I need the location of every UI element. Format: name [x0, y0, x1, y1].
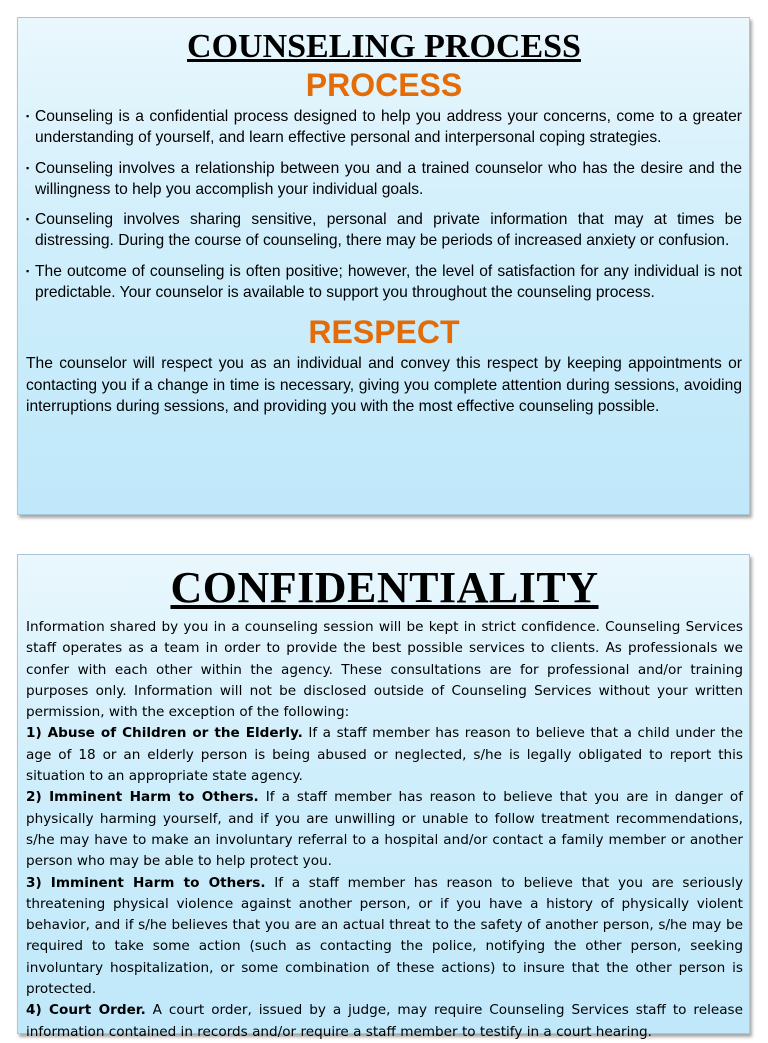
- exception-label: 4) Court Order.: [26, 1002, 146, 1019]
- list-item: ▪ Counseling involves sharing sensitive, personal and private information that may at times be distressing. During the course of counseling, there may be periods of increased anxiety or confusion.: [26, 211, 742, 250]
- exception-item: [26, 1000, 743, 1043]
- confidentiality-slide: [17, 554, 750, 1040]
- exception-item: [26, 873, 743, 1001]
- list-item: ▪ The outcome of counseling is often positive; however, the level of satisfaction for any individual is not predictable. Your counselor is available to support you throughout the counseling process.: [26, 262, 742, 302]
- confidentiality-body: [26, 617, 743, 1043]
- process-bullet-list: [26, 106, 742, 303]
- exception-label: 2) Imminent Harm to Others.: [26, 789, 259, 806]
- exception-text: A court order, issued by a judge, may require Counseling Services staff to release information contained in records and/or require a staff member to testify in a court hearing.: [26, 1002, 743, 1040]
- exception-label: 3) Imminent Harm to Others.: [26, 874, 266, 891]
- list-item: ▪ Counseling is a confidential process designed to help you address your concerns, come to a greater understanding of yourself, and learn effective personal and interpersonal coping strategies.: [26, 108, 742, 147]
- bullet-icon: ▪: [26, 111, 30, 121]
- page-title: COUNSELING PROCESS: [187, 28, 581, 65]
- respect-heading: RESPECT: [308, 314, 460, 351]
- exception-label: 1) Abuse of Children or the Elderly.: [26, 725, 303, 742]
- process-heading: PROCESS: [305, 67, 463, 103]
- exception-item: [26, 723, 743, 787]
- confidentiality-title: CONFIDENTIALITY: [170, 563, 599, 612]
- exception-text: If a staff member has reason to believe that you are in danger of physically harming yourself, and if you are unwilling or unable to follow treatment recommendations, s/he may have to make an involuntary referral to a hospital and/or contact a family member or another person who may be able to help protect you.: [26, 789, 743, 870]
- exception-text: If a staff member has reason to believe that a child under the age of 18 or an elderly person is being abused or neglected, s/he is legally obligated to report this situation to an appropriate state agency.: [26, 725, 743, 785]
- list-item: ▪ Counseling involves a relationship between you and a trained counselor who has the desire and the willingness to help you accomplish your individual goals.: [26, 159, 742, 198]
- bullet-icon: ▪: [26, 162, 30, 173]
- counseling-process-slide: [17, 17, 750, 515]
- intro-paragraph: Information shared by you in a counseling session will be kept in strict confidence. Counseling Services staff operates as a team in order to provide the best possible services to clients. As professionals we confer with each other within the agency. These consultations are for professional and/or training purposes only. Information will not be disclosed outside of Counseling Services without your written permission, with the exception of the following:: [26, 619, 743, 721]
- exception-item: [26, 787, 743, 872]
- respect-paragraph: The counselor will respect you as an individual and convey this respect by keeping appointments or contacting you if a change in time is necessary, giving you complete attention during sessions, avoiding interruptions during sessions, and providing you with the most effective counseling possible.: [26, 355, 742, 415]
- bullet-icon: ▪: [26, 265, 30, 276]
- bullet-icon: ▪: [26, 214, 30, 225]
- exception-text: If a staff member has reason to believe that you are seriously threatening physical violence against another person, or if you have a history of physically violent behavior, and if s/he believes that you are an actual threat to the safety of another person, s/he may be required to take some action (such as contacting the police, notifying the other person, seeking involuntary hospitalization, or some combination of these actions) to insure that the other person is protected.: [26, 874, 744, 998]
